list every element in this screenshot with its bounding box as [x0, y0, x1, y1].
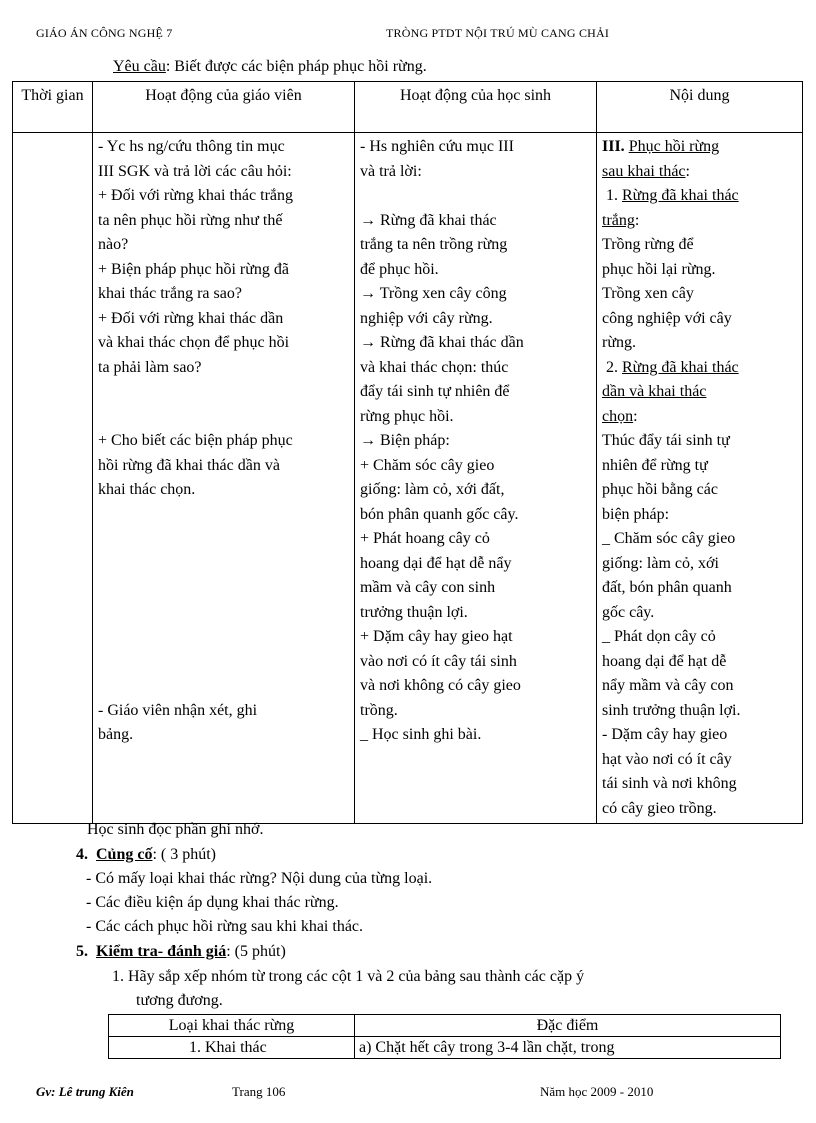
text-line: khai thác chọn.	[98, 481, 196, 498]
lesson-table	[12, 81, 803, 824]
text-line: trắng ta nên trồng rừng	[360, 236, 508, 253]
text-line: hoang dại để hạt dễ	[602, 652, 727, 670]
text-line: nào?	[98, 236, 129, 253]
text-line	[360, 184, 591, 209]
text-line	[98, 674, 349, 699]
matching-feature-cell: a) Chặt hết cây trong 3-4 lần chặt, trong	[355, 1037, 781, 1059]
matching-type-cell: 1. Khai thác	[109, 1037, 355, 1059]
text-line: _ Học sinh ghi bài.	[360, 726, 482, 743]
text-line: III SGK và trả lời các câu hỏi:	[98, 162, 292, 180]
text-line: - Yc hs ng/cứu thông tin mục	[98, 138, 285, 155]
text-line: rừng phục hồi.	[360, 407, 454, 425]
text-line: trồng.	[360, 701, 398, 719]
section-5-heading: 5. Kiểm tra- đánh giá: (5 phút)	[76, 943, 286, 960]
section-1-body	[602, 233, 797, 356]
content-cell	[597, 133, 803, 824]
section-2-body	[602, 429, 797, 821]
matching-header-feature: Đặc điểm	[355, 1015, 781, 1037]
text-line: và trả lời:	[360, 162, 422, 180]
text-line: và khai thác chọn: thúc	[360, 358, 509, 376]
text-line: mầm và cây con sinh	[360, 579, 496, 596]
lesson-table-row	[13, 133, 803, 824]
section-4-heading: 4. Củng cố: ( 3 phút)	[76, 846, 216, 863]
text-line: bón phân quanh gốc cây.	[360, 505, 519, 523]
text-line: nghiệp với cây rừng.	[360, 309, 493, 327]
text-line	[98, 601, 349, 626]
matching-table	[108, 1014, 781, 1059]
matching-table-header	[109, 1015, 781, 1037]
text-line	[98, 380, 349, 405]
text-line: và khai thác chọn để phục hồi	[98, 334, 290, 351]
text-line: biện pháp:	[602, 505, 670, 523]
text-line: → Trồng xen cây công	[360, 285, 507, 302]
text-line	[98, 625, 349, 650]
content-title: III. Phục hồi rừng	[602, 138, 720, 155]
text-line: và nơi không có cây gieo	[360, 677, 521, 694]
time-cell	[13, 133, 93, 824]
table-row	[109, 1037, 781, 1059]
text-line: phục hồi bằng các	[602, 481, 718, 498]
text-line: rừng.	[602, 334, 636, 351]
text-line: + Biện pháp phục hồi rừng đã	[98, 260, 289, 278]
section-1-title-2: trắng:	[602, 211, 640, 229]
text-line: _ Phát dọn cây cỏ	[602, 628, 716, 645]
text-line: Thúc đẩy tái sinh tự	[602, 432, 730, 449]
footer-page: Trang 106	[232, 1084, 286, 1099]
text-line: + Chăm sóc cây gieo	[360, 456, 495, 474]
text-line: + Dặm cây hay gieo hạt	[360, 628, 513, 645]
header-left: GIÁO ÁN CÔNG NGHỆ 7	[36, 26, 173, 40]
text-line: hồi rừng đã khai thác dần và	[98, 456, 280, 474]
text-line: ta nên phục hồi rừng như thế	[98, 211, 283, 229]
text-line: + Đối với rừng khai thác trắng	[98, 187, 293, 204]
text-line: - Hs nghiên cứu mục III	[360, 138, 514, 155]
header-right: TRÒNG PTDT NỘI TRÚ MÙ CANG CHẢI	[386, 26, 610, 40]
section-4-item: - Các cách phục hồi rừng sau khi khai thác.	[86, 918, 364, 935]
text-line: hoang dại để hạt dễ nẩy	[360, 554, 512, 572]
text-line: giống: làm cỏ, xới đất,	[360, 481, 505, 498]
section-4-item: - Có mấy loại khai thác rừng? Nội dung của từng loại.	[86, 870, 433, 887]
requirement-text: : Biết được các biện pháp phục hồi rừng.	[165, 58, 427, 75]
footer-teacher: Gv: Lê trung Kiên	[36, 1084, 134, 1099]
section-4-item: - Các điều kiện áp dụng khai thác rừng.	[86, 894, 339, 911]
text-line: Trồng rừng để	[602, 236, 694, 253]
question-1: 1. Hãy sắp xếp nhóm từ trong các cột 1 và 2 của bảng sau thành các cặp ý	[112, 968, 585, 985]
section-1-title: 1. Rừng đã khai thác	[606, 187, 739, 204]
text-line: tái sinh và nơi không	[602, 775, 737, 792]
text-line: phục hồi lại rừng.	[602, 260, 716, 278]
header-time: Thời gian	[13, 82, 93, 133]
header-student: Hoạt động của học sinh	[355, 82, 597, 133]
text-line: khai thác trắng ra sao?	[98, 285, 242, 302]
teacher-cell	[93, 133, 355, 824]
requirement-label: Yêu cầu	[113, 58, 166, 75]
text-line: hạt vào nơi có ít cây	[602, 750, 732, 768]
text-line	[98, 503, 349, 528]
text-line: bảng.	[98, 726, 134, 743]
text-line	[98, 576, 349, 601]
matching-header-type: Loại khai thác rừng	[109, 1015, 355, 1037]
section-2-title-2: dần và khai thác	[602, 383, 707, 400]
text-line	[98, 527, 349, 552]
requirement	[113, 58, 427, 76]
footer-year: Năm học 2009 - 2010	[540, 1084, 654, 1099]
text-line: gốc cây.	[602, 603, 655, 621]
text-line	[98, 552, 349, 577]
text-line: trưởng thuận lợi.	[360, 603, 468, 621]
text-line: nẩy mầm và cây con	[602, 677, 734, 694]
text-line: sinh trưởng thuận lợi.	[602, 701, 741, 719]
text-line	[98, 650, 349, 675]
text-line: → Biện pháp:	[360, 432, 450, 449]
text-line: để phục hồi.	[360, 260, 439, 278]
text-line	[98, 405, 349, 430]
text-line: đất, bón phân quanh	[602, 579, 732, 596]
header-teacher: Hoạt động của giáo viên	[93, 82, 355, 133]
text-line: đẩy tái sinh tự nhiên để	[360, 383, 510, 400]
text-line: + Cho biết các biện pháp phục	[98, 432, 293, 449]
text-line: _ Chăm sóc cây gieo	[602, 530, 736, 547]
text-line: + Đối với rừng khai thác dần	[98, 309, 284, 327]
section-2-title: 2. Rừng đã khai thác	[606, 358, 739, 376]
text-line: → Rừng đã khai thác	[360, 211, 497, 229]
content-title-2: sau khai thác:	[602, 162, 690, 180]
text-line: nhiên để rừng tự	[602, 456, 708, 474]
text-line: - Dặm cây hay gieo	[602, 726, 728, 743]
question-1-cont: tương đương.	[136, 992, 223, 1009]
text-line: → Rừng đã khai thác dần	[360, 334, 524, 351]
section-2-title-3: chọn:	[602, 407, 638, 425]
text-line: có cây gieo trồng.	[602, 799, 717, 817]
student-cell	[355, 133, 597, 824]
memo-note: Học sinh đọc phần ghi nhớ.	[87, 821, 264, 838]
text-line: - Giáo viên nhận xét, ghi	[98, 701, 258, 719]
text-line: + Phát hoang cây cỏ	[360, 530, 490, 547]
header-content: Nội dung	[597, 82, 803, 133]
text-line: ta phải làm sao?	[98, 358, 202, 376]
text-line: vào nơi có ít cây tái sinh	[360, 652, 517, 670]
lesson-table-header	[13, 82, 803, 133]
text-line: Trồng xen cây	[602, 285, 694, 302]
text-line: giống: làm cỏ, xới	[602, 554, 719, 572]
text-line: công nghiệp với cây	[602, 309, 732, 327]
